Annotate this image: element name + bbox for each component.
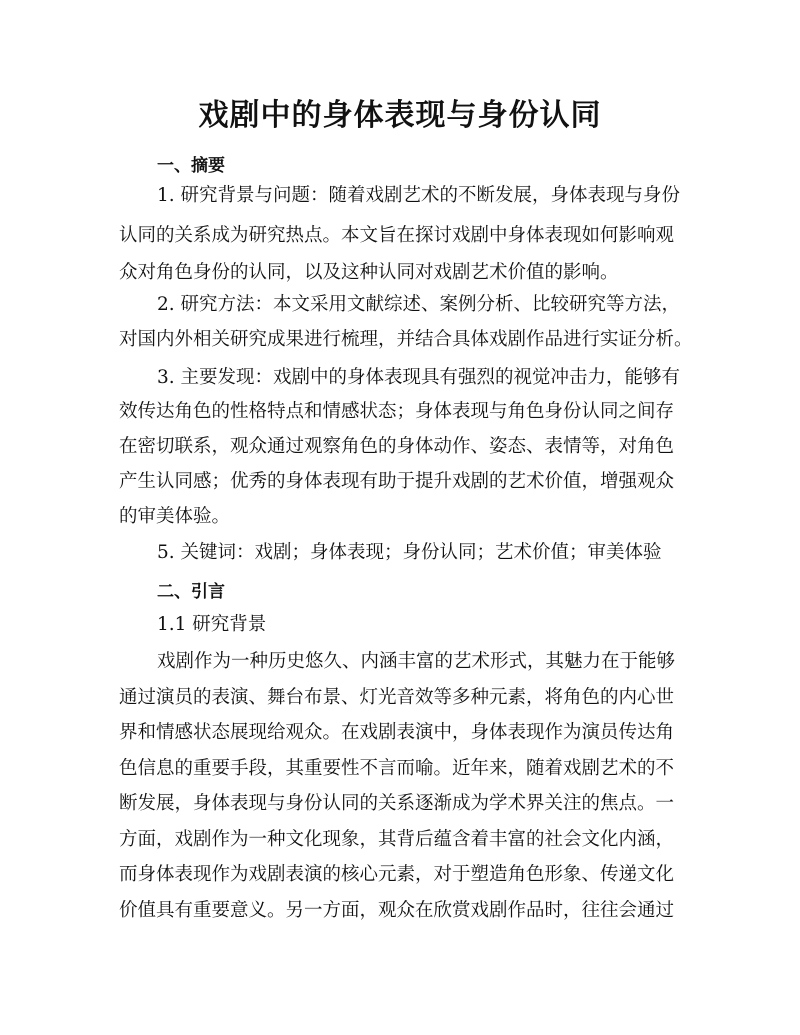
background-line: 断发展，身体表现与身份认同的关系逐渐成为学术界关注的焦点。一: [119, 793, 675, 814]
abstract-line: 认同的关系成为研究热点。本文旨在探讨戏剧中身体表现如何影响观: [119, 225, 675, 246]
abstract-line: 1. 研究背景与问题：随着戏剧艺术的不断发展，身体表现与身份: [157, 185, 681, 206]
abstract-line: 众对角色身份的认同，以及这种认同对戏剧艺术价值的影响。: [119, 262, 619, 283]
section-heading-introduction: 二、引言: [157, 582, 225, 602]
background-line: 界和情感状态展现给观众。在戏剧表演中，身体表现作为演员传达角: [119, 722, 675, 743]
background-line: 戏剧作为一种历史悠久、内涵丰富的艺术形式，其魅力在于能够: [157, 651, 676, 672]
abstract-line: 效传达角色的性格特点和情感状态；身体表现与角色身份认同之间存: [119, 401, 675, 422]
abstract-line: 的审美体验。: [119, 506, 231, 527]
abstract-line: 在密切联系，观众通过观察角色的身体动作、姿态、表情等，对角色: [119, 436, 675, 457]
background-line: 而身体表现作为戏剧表演的核心元素，对于塑造角色形象、传递文化: [119, 864, 675, 885]
section-heading-abstract: 一、摘要: [157, 156, 225, 176]
document-title: 戏剧中的身体表现与身份认同: [198, 98, 602, 133]
background-line: 价值具有重要意义。另一方面，观众在欣赏戏剧作品时，往往会通过: [119, 900, 675, 921]
abstract-line: 3. 主要发现：戏剧中的身体表现具有强烈的视觉冲击力，能够有: [157, 367, 681, 388]
abstract-line: 对国内外相关研究成果进行梳理，并结合具体戏剧作品进行实证分析。: [119, 329, 693, 350]
background-line: 方面，戏剧作为一种文化现象，其背后蕴含着丰富的社会文化内涵，: [119, 829, 675, 850]
subsection-heading-background: 1.1 研究背景: [157, 614, 267, 635]
background-line: 色信息的重要手段，其重要性不言而喻。近年来，随着戏剧艺术的不: [119, 758, 675, 779]
background-line: 通过演员的表演、舞台布景、灯光音效等多种元素，将角色的内心世: [119, 687, 675, 708]
keywords-line: 5. 关键词：戏剧；身体表现；身份认同；艺术价值；审美体验: [157, 542, 662, 563]
abstract-line: 2. 研究方法：本文采用文献综述、案例分析、比较研究等方法，: [157, 294, 681, 315]
abstract-line: 产生认同感；优秀的身体表现有助于提升戏剧的艺术价值，增强观众: [119, 471, 675, 492]
